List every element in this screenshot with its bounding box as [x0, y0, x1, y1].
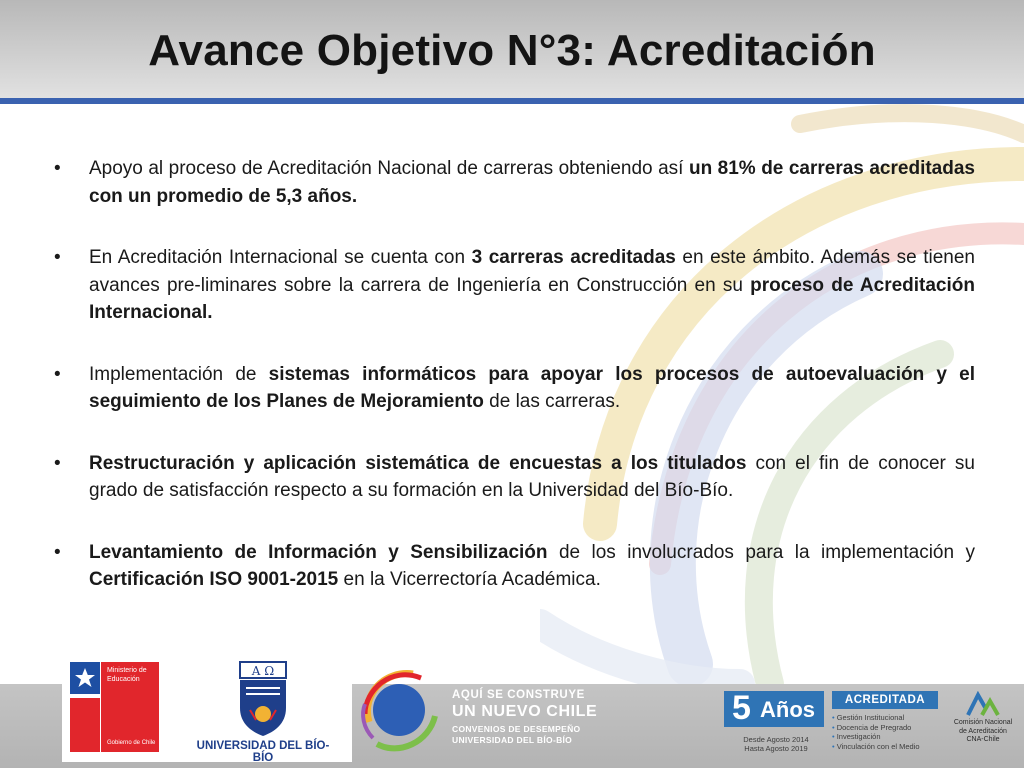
svg-text:A Ω: A Ω — [251, 664, 275, 678]
cna-logo — [946, 689, 1020, 759]
bullet-text: En Acreditación Internacional se cuenta con 3 carreras acreditadas en este ámbito. Además se tienen avances pre-liminares sobre la carrera de Ingeniería en Construcción en su proceso de Acreditación Internacional. — [89, 247, 975, 323]
ubb-name: UNIVERSIDAD DEL BÍO-BÍO — [196, 740, 330, 764]
title-underline — [0, 98, 1024, 104]
bullet-text: Restructuración y aplicación sistemática de encuestas a los titulados con el fin de conocer su grado de satisfacción respecto a su formación en la Universidad del Bío-Bío. — [89, 452, 975, 501]
ubb-shield-icon — [236, 660, 290, 738]
bullet-text: Levantamiento de Información y Sensibilización de los involucrados para la implementación y Certificación ISO 9001-2015 en la Vicerrectoría Académica. — [89, 541, 975, 590]
bullet-marker: • — [54, 158, 61, 179]
bullet-marker: • — [54, 452, 61, 474]
years-badge: 5 Años — [724, 691, 824, 727]
bullet-text: Implementación de sistemas informáticos para apoyar los procesos de autoevaluación y el seguimiento de los Planes de Mejoramiento de las carreras. — [89, 363, 975, 412]
cna-mark-icon — [966, 691, 1000, 717]
mineduc-logo — [67, 660, 159, 752]
bullet-marker: • — [54, 247, 61, 268]
convenios-swirl-logo — [355, 664, 441, 754]
bullet-marker: • — [54, 541, 61, 563]
bullet-item — [50, 539, 975, 594]
star-icon — [73, 666, 97, 690]
acreditacion-areas: • Gestión Institucional • Docencia de Pregrado • Investigación • Vinculación con el Medio — [832, 713, 920, 751]
bullet-item — [50, 155, 975, 210]
slide-title: Avance Objetivo N°3: Acreditación — [148, 26, 876, 75]
acreditacion-dates: Desde Agosto 2014 Hasta Agosto 2019 — [743, 735, 809, 753]
acreditacion-badge — [722, 689, 942, 759]
mineduc-line2: Educación — [107, 676, 140, 683]
bullet-list — [50, 155, 975, 628]
bullet-item — [50, 361, 975, 416]
bullet-marker: • — [54, 363, 61, 385]
bullet-item — [50, 450, 975, 505]
convenios-text: AQUÍ SE CONSTRUYE UN NUEVO CHILE CONVENIOS DE DESEMPEÑO UNIVERSIDAD DEL BÍO-BÍO — [452, 689, 598, 745]
title-bar — [0, 0, 1024, 100]
mineduc-line1: Ministerio de — [107, 667, 147, 674]
cna-text: Comisión Nacional de Acreditación CNA-Chile — [953, 719, 1013, 743]
ubb-logo — [188, 660, 338, 764]
mineduc-gobierno: Gobierno de Chile — [107, 740, 156, 746]
bullet-text: Apoyo al proceso de Acreditación Nacional de carreras obteniendo así un 81% de carreras acreditadas con un promedio de 5,3 años. — [89, 158, 975, 207]
chile-flag-red — [70, 698, 100, 752]
bullet-item — [50, 244, 975, 327]
acreditada-label: ACREDITADA — [832, 691, 938, 709]
